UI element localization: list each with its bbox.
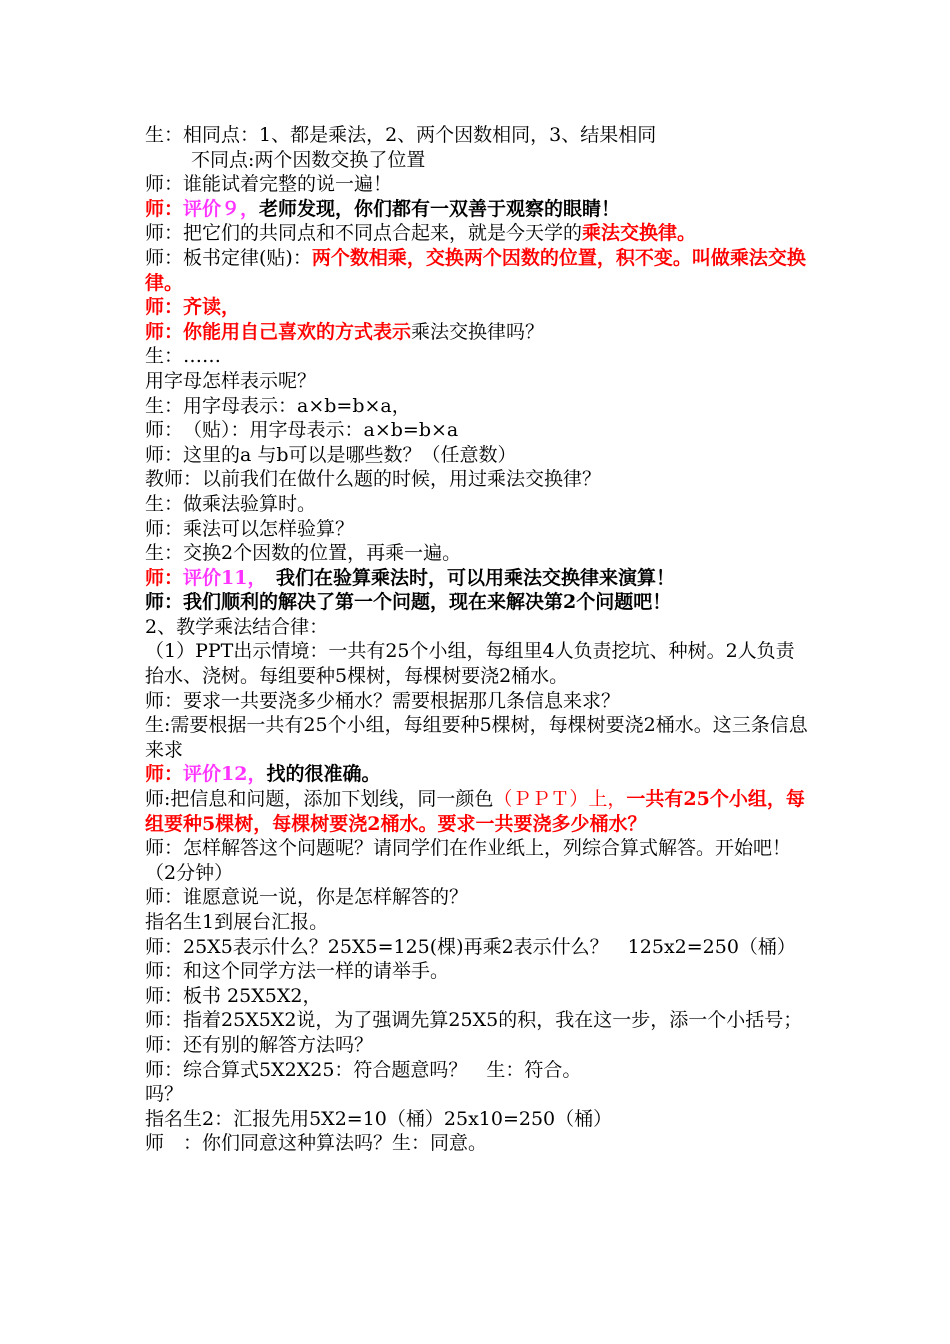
line-text: 找的很准确。 [266, 763, 381, 786]
text-line [145, 467, 813, 492]
text-line [145, 566, 813, 591]
text-line [145, 639, 813, 688]
text-line [145, 984, 813, 1009]
line-text: 师：乘法可以怎样验算？ [145, 517, 355, 540]
highlight-text: 乘法交换律。 [582, 222, 697, 245]
line-text: 师：谁能试着完整的说一遍！ [145, 173, 393, 196]
text-line [145, 197, 813, 222]
line-text: 师：还有别的解答方法吗？ [145, 1033, 374, 1056]
text-line [145, 1008, 813, 1033]
line-text: 指名生1到展台汇报。 [145, 911, 329, 933]
line-text: 师：指着25X5X2说，为了强调先算25X5的积，我在这一步，添一个小括号； [145, 1009, 803, 1032]
text-line [145, 517, 813, 542]
text-line [145, 713, 813, 762]
line-text: 吗？ [145, 1083, 184, 1106]
line-text: 师：把它们的共同点和不同点合起来，就是今天学的 [145, 222, 583, 245]
highlight-text: 师：齐读， [145, 296, 241, 319]
text-line [145, 1082, 813, 1107]
text-line [145, 836, 813, 885]
line-text: 生：交换2个因数的位置，再乘一遍。 [145, 542, 462, 565]
speaker-label: 师： [145, 197, 184, 220]
speaker-label: 师： [145, 566, 184, 589]
text-line [145, 762, 813, 787]
evaluation-label: 评价11， [183, 566, 257, 589]
line-text: 教师：以前我们在做什么题的时候，用过乘法交换律？ [145, 468, 602, 491]
line-text: 师：25X5表示什么？25X5=125(棵)再乘2表示什么？ 125x2=250（桶） [145, 935, 796, 958]
text-line [145, 689, 813, 714]
text-line [145, 320, 813, 345]
evaluation-label: 评价12， [183, 763, 267, 786]
document-page [145, 123, 813, 1156]
line-text: 师：综合算式5X2X25：符合题意吗？ 生：符合。 [145, 1058, 582, 1081]
line-text: 师：板书定律(贴)： [145, 246, 312, 269]
line-text: 2、教学乘法结合律： [145, 615, 329, 638]
line-text: 生：相同点：1、都是乘法，2、两个因数相同，3、结果相同 [145, 124, 657, 146]
highlight-text: （ＰＰＴ）上， [493, 788, 627, 811]
text-line [145, 172, 813, 197]
line-text: 师：怎样解答这个问题呢？请同学们在作业纸上，列综合算式解答。开始吧！（2分钟） [145, 837, 792, 884]
line-text: 师:把信息和问题，添加下划线，同一颜色 [145, 788, 494, 811]
line-text: 师：我们顺利的解决了第一个问题，现在来解决第2个问题吧！ [145, 591, 672, 614]
text-line [145, 443, 813, 468]
text-line [145, 148, 813, 173]
text-line [145, 541, 813, 566]
text-line [145, 935, 813, 960]
text-line [145, 885, 813, 910]
evaluation-label: 评价９， [183, 197, 260, 220]
text-line [145, 615, 813, 640]
text-line [145, 787, 813, 836]
text-line [145, 221, 813, 246]
line-text: 师：这里的a 与b可以是哪些数？（任意数） [145, 443, 517, 466]
line-text: 师： （贴）：用字母表示：a×b=b×a [145, 419, 459, 442]
text-line [145, 959, 813, 984]
text-line [145, 418, 813, 443]
text-line [145, 590, 813, 615]
text-line [145, 394, 813, 419]
text-line [145, 123, 813, 148]
line-text: 师：要求一共要浇多少桶水？需要根据那几条信息来求？ [145, 689, 621, 712]
highlight-text: 一共有25个小组，每组要种5棵树，每棵树要浇2桶水。要求一共要浇多少桶水？ [145, 788, 805, 835]
line-text: 不同点:两个因数交换了位置 [191, 148, 426, 171]
text-line [145, 1033, 813, 1058]
speaker-label: 师： [145, 763, 184, 786]
line-text: 师：谁愿意说一说，你是怎样解答的？ [145, 886, 469, 909]
line-text: 生：…… [145, 345, 222, 368]
text-line [145, 910, 813, 935]
highlight-text: 两个数相乘，交换两个因数的位置，积不变。叫做乘法交换律。 [145, 246, 806, 294]
text-line [145, 1107, 813, 1132]
line-text: 指名生2：汇报先用5X2=10（桶）25x10=250（桶） [145, 1107, 613, 1130]
line-text: 我们在验算乘法时，可以用乘法交换律来演算！ [256, 566, 675, 589]
text-line [145, 369, 813, 394]
line-text: 生：做乘法验算时。 [145, 492, 317, 515]
text-line [145, 246, 813, 295]
line-text: （1）PPT出示情境：一共有25个小组，每组里4人负责挖坑、种树。2人负责抬水、浇树。每组要种5棵树，每棵树要浇2桶水。 [145, 640, 795, 688]
line-text: 乘法交换律吗？ [411, 320, 545, 343]
text-line [145, 295, 813, 320]
line-text: 老师发现，你们都有一双善于观察的眼睛！ [259, 197, 621, 220]
text-line [145, 1131, 813, 1156]
highlight-text: 师：你能用自己喜欢的方式表示 [145, 320, 412, 343]
line-text: 师：板书 25X5X2， [145, 984, 322, 1007]
text-line [145, 1058, 813, 1083]
line-text: 师 ：你们同意这种算法吗？生：同意。 [145, 1132, 488, 1155]
text-line [145, 344, 813, 369]
line-text: 用字母怎样表示呢？ [145, 369, 317, 392]
line-text: 生:需要根据一共有25个小组，每组要种5棵树，每棵树要浇2桶水。这三条信息来求 [145, 714, 808, 761]
line-text: 生：用字母表示：a×b=b×a， [145, 394, 411, 417]
text-line [145, 492, 813, 517]
line-text: 师：和这个同学方法一样的请举手。 [145, 960, 450, 983]
